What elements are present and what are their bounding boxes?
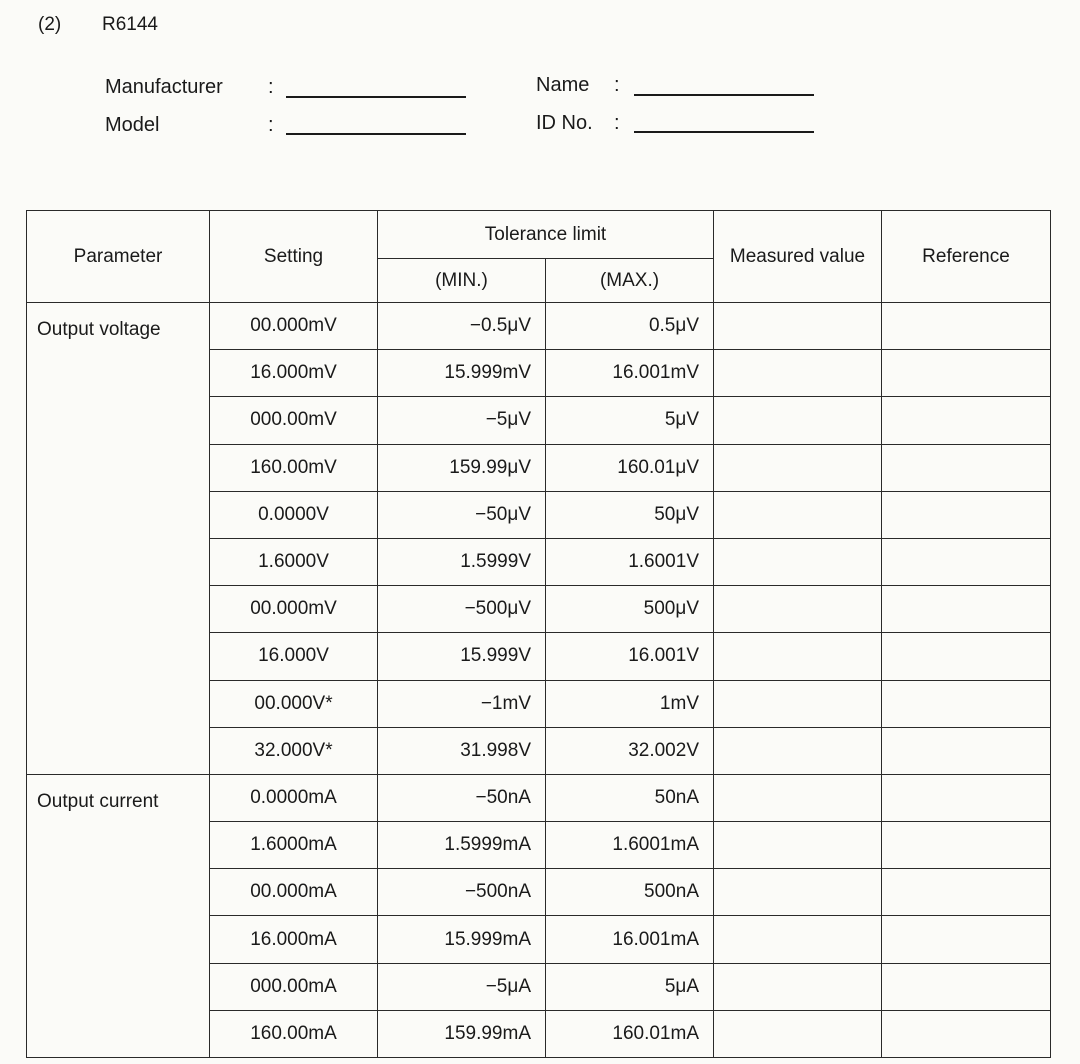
measured-value-cell[interactable]: [714, 586, 882, 633]
name-colon: :: [614, 74, 620, 96]
manufacturer-colon: :: [268, 76, 274, 98]
max-cell: 50nA: [546, 774, 714, 821]
reference-cell[interactable]: [882, 822, 1051, 869]
measured-value-cell[interactable]: [714, 822, 882, 869]
setting-cell: 32.000V*: [210, 727, 378, 774]
parameter-output-current: Output current: [27, 774, 210, 1057]
measured-value-cell[interactable]: [714, 916, 882, 963]
reference-cell[interactable]: [882, 444, 1051, 491]
section-number: (2): [38, 14, 62, 35]
header-min: (MIN.): [378, 259, 546, 303]
setting-cell: 1.6000V: [210, 538, 378, 585]
reference-cell[interactable]: [882, 680, 1051, 727]
measured-value-cell[interactable]: [714, 303, 882, 350]
min-cell: 15.999V: [378, 633, 546, 680]
min-cell: −500μV: [378, 586, 546, 633]
min-cell: 15.999mA: [378, 916, 546, 963]
min-cell: −50nA: [378, 774, 546, 821]
header-setting: Setting: [210, 211, 378, 303]
setting-cell: 000.00mA: [210, 963, 378, 1010]
setting-cell: 0.0000V: [210, 491, 378, 538]
reference-cell[interactable]: [882, 350, 1051, 397]
instrument-model: R6144: [102, 14, 158, 35]
model-blank-line[interactable]: [286, 114, 466, 136]
header-reference: Reference: [882, 211, 1051, 303]
tolerance-table: [26, 210, 1051, 1058]
max-cell: 32.002V: [546, 727, 714, 774]
name-field: [536, 74, 589, 97]
table-row: [27, 303, 1051, 350]
id-field: [536, 112, 593, 135]
reference-cell[interactable]: [882, 1010, 1051, 1057]
name-label: Name: [536, 74, 590, 96]
min-cell: −5μA: [378, 963, 546, 1010]
manufacturer-label: Manufacturer: [105, 76, 223, 98]
min-cell: 159.99μV: [378, 444, 546, 491]
parameter-output-voltage: Output voltage: [27, 303, 210, 775]
reference-cell[interactable]: [882, 916, 1051, 963]
max-cell: 500μV: [546, 586, 714, 633]
model-colon: :: [268, 114, 274, 136]
max-cell: 16.001mA: [546, 916, 714, 963]
min-cell: 15.999mV: [378, 350, 546, 397]
measured-value-cell[interactable]: [714, 444, 882, 491]
setting-cell: 16.000V: [210, 633, 378, 680]
reference-cell[interactable]: [882, 491, 1051, 538]
min-cell: −0.5μV: [378, 303, 546, 350]
max-cell: 160.01μV: [546, 444, 714, 491]
max-cell: 1.6001mA: [546, 822, 714, 869]
reference-cell[interactable]: [882, 538, 1051, 585]
max-cell: 0.5μV: [546, 303, 714, 350]
reference-cell[interactable]: [882, 963, 1051, 1010]
reference-cell[interactable]: [882, 633, 1051, 680]
max-cell: 160.01mA: [546, 1010, 714, 1057]
max-cell: 5μV: [546, 397, 714, 444]
measured-value-cell[interactable]: [714, 633, 882, 680]
reference-cell[interactable]: [882, 869, 1051, 916]
setting-cell: 00.000mA: [210, 869, 378, 916]
name-blank-line[interactable]: [634, 74, 814, 96]
measured-value-cell[interactable]: [714, 727, 882, 774]
setting-cell: 16.000mA: [210, 916, 378, 963]
min-cell: 1.5999V: [378, 538, 546, 585]
header-max: (MAX.): [546, 259, 714, 303]
reference-cell[interactable]: [882, 303, 1051, 350]
header-measured-value: Measured value: [714, 211, 882, 303]
setting-cell: 0.0000mA: [210, 774, 378, 821]
setting-cell: 00.000mV: [210, 303, 378, 350]
max-cell: 16.001mV: [546, 350, 714, 397]
min-cell: −500nA: [378, 869, 546, 916]
setting-cell: 000.00mV: [210, 397, 378, 444]
setting-cell: 00.000V*: [210, 680, 378, 727]
max-cell: 5μA: [546, 963, 714, 1010]
max-cell: 16.001V: [546, 633, 714, 680]
measured-value-cell[interactable]: [714, 1010, 882, 1057]
id-label: ID No.: [536, 112, 593, 134]
setting-cell: 16.000mV: [210, 350, 378, 397]
header-tolerance-limit: Tolerance limit: [378, 211, 714, 259]
measured-value-cell[interactable]: [714, 680, 882, 727]
table-row: [27, 774, 1051, 821]
setting-cell: 00.000mV: [210, 586, 378, 633]
measured-value-cell[interactable]: [714, 869, 882, 916]
measured-value-cell[interactable]: [714, 350, 882, 397]
setting-cell: 160.00mV: [210, 444, 378, 491]
section-heading: [38, 14, 158, 36]
min-cell: −1mV: [378, 680, 546, 727]
manufacturer-blank-line[interactable]: [286, 76, 466, 98]
min-cell: 31.998V: [378, 727, 546, 774]
id-colon: :: [614, 112, 620, 134]
measured-value-cell[interactable]: [714, 397, 882, 444]
measured-value-cell[interactable]: [714, 538, 882, 585]
model-field: [105, 114, 159, 137]
min-cell: −50μV: [378, 491, 546, 538]
max-cell: 1.6001V: [546, 538, 714, 585]
reference-cell[interactable]: [882, 397, 1051, 444]
max-cell: 1mV: [546, 680, 714, 727]
setting-cell: 1.6000mA: [210, 822, 378, 869]
id-blank-line[interactable]: [634, 112, 814, 134]
max-cell: 50μV: [546, 491, 714, 538]
reference-cell[interactable]: [882, 727, 1051, 774]
model-label: Model: [105, 114, 160, 136]
min-cell: 159.99mA: [378, 1010, 546, 1057]
output-voltage-group: [27, 303, 1051, 775]
reference-cell[interactable]: [882, 774, 1051, 821]
measured-value-cell[interactable]: [714, 963, 882, 1010]
measured-value-cell[interactable]: [714, 491, 882, 538]
min-cell: 1.5999mA: [378, 822, 546, 869]
manufacturer-field: [105, 76, 223, 99]
setting-cell: 160.00mA: [210, 1010, 378, 1057]
min-cell: −5μV: [378, 397, 546, 444]
header-parameter: Parameter: [27, 211, 210, 303]
measured-value-cell[interactable]: [714, 774, 882, 821]
output-current-group: [27, 774, 1051, 1057]
reference-cell[interactable]: [882, 586, 1051, 633]
max-cell: 500nA: [546, 869, 714, 916]
